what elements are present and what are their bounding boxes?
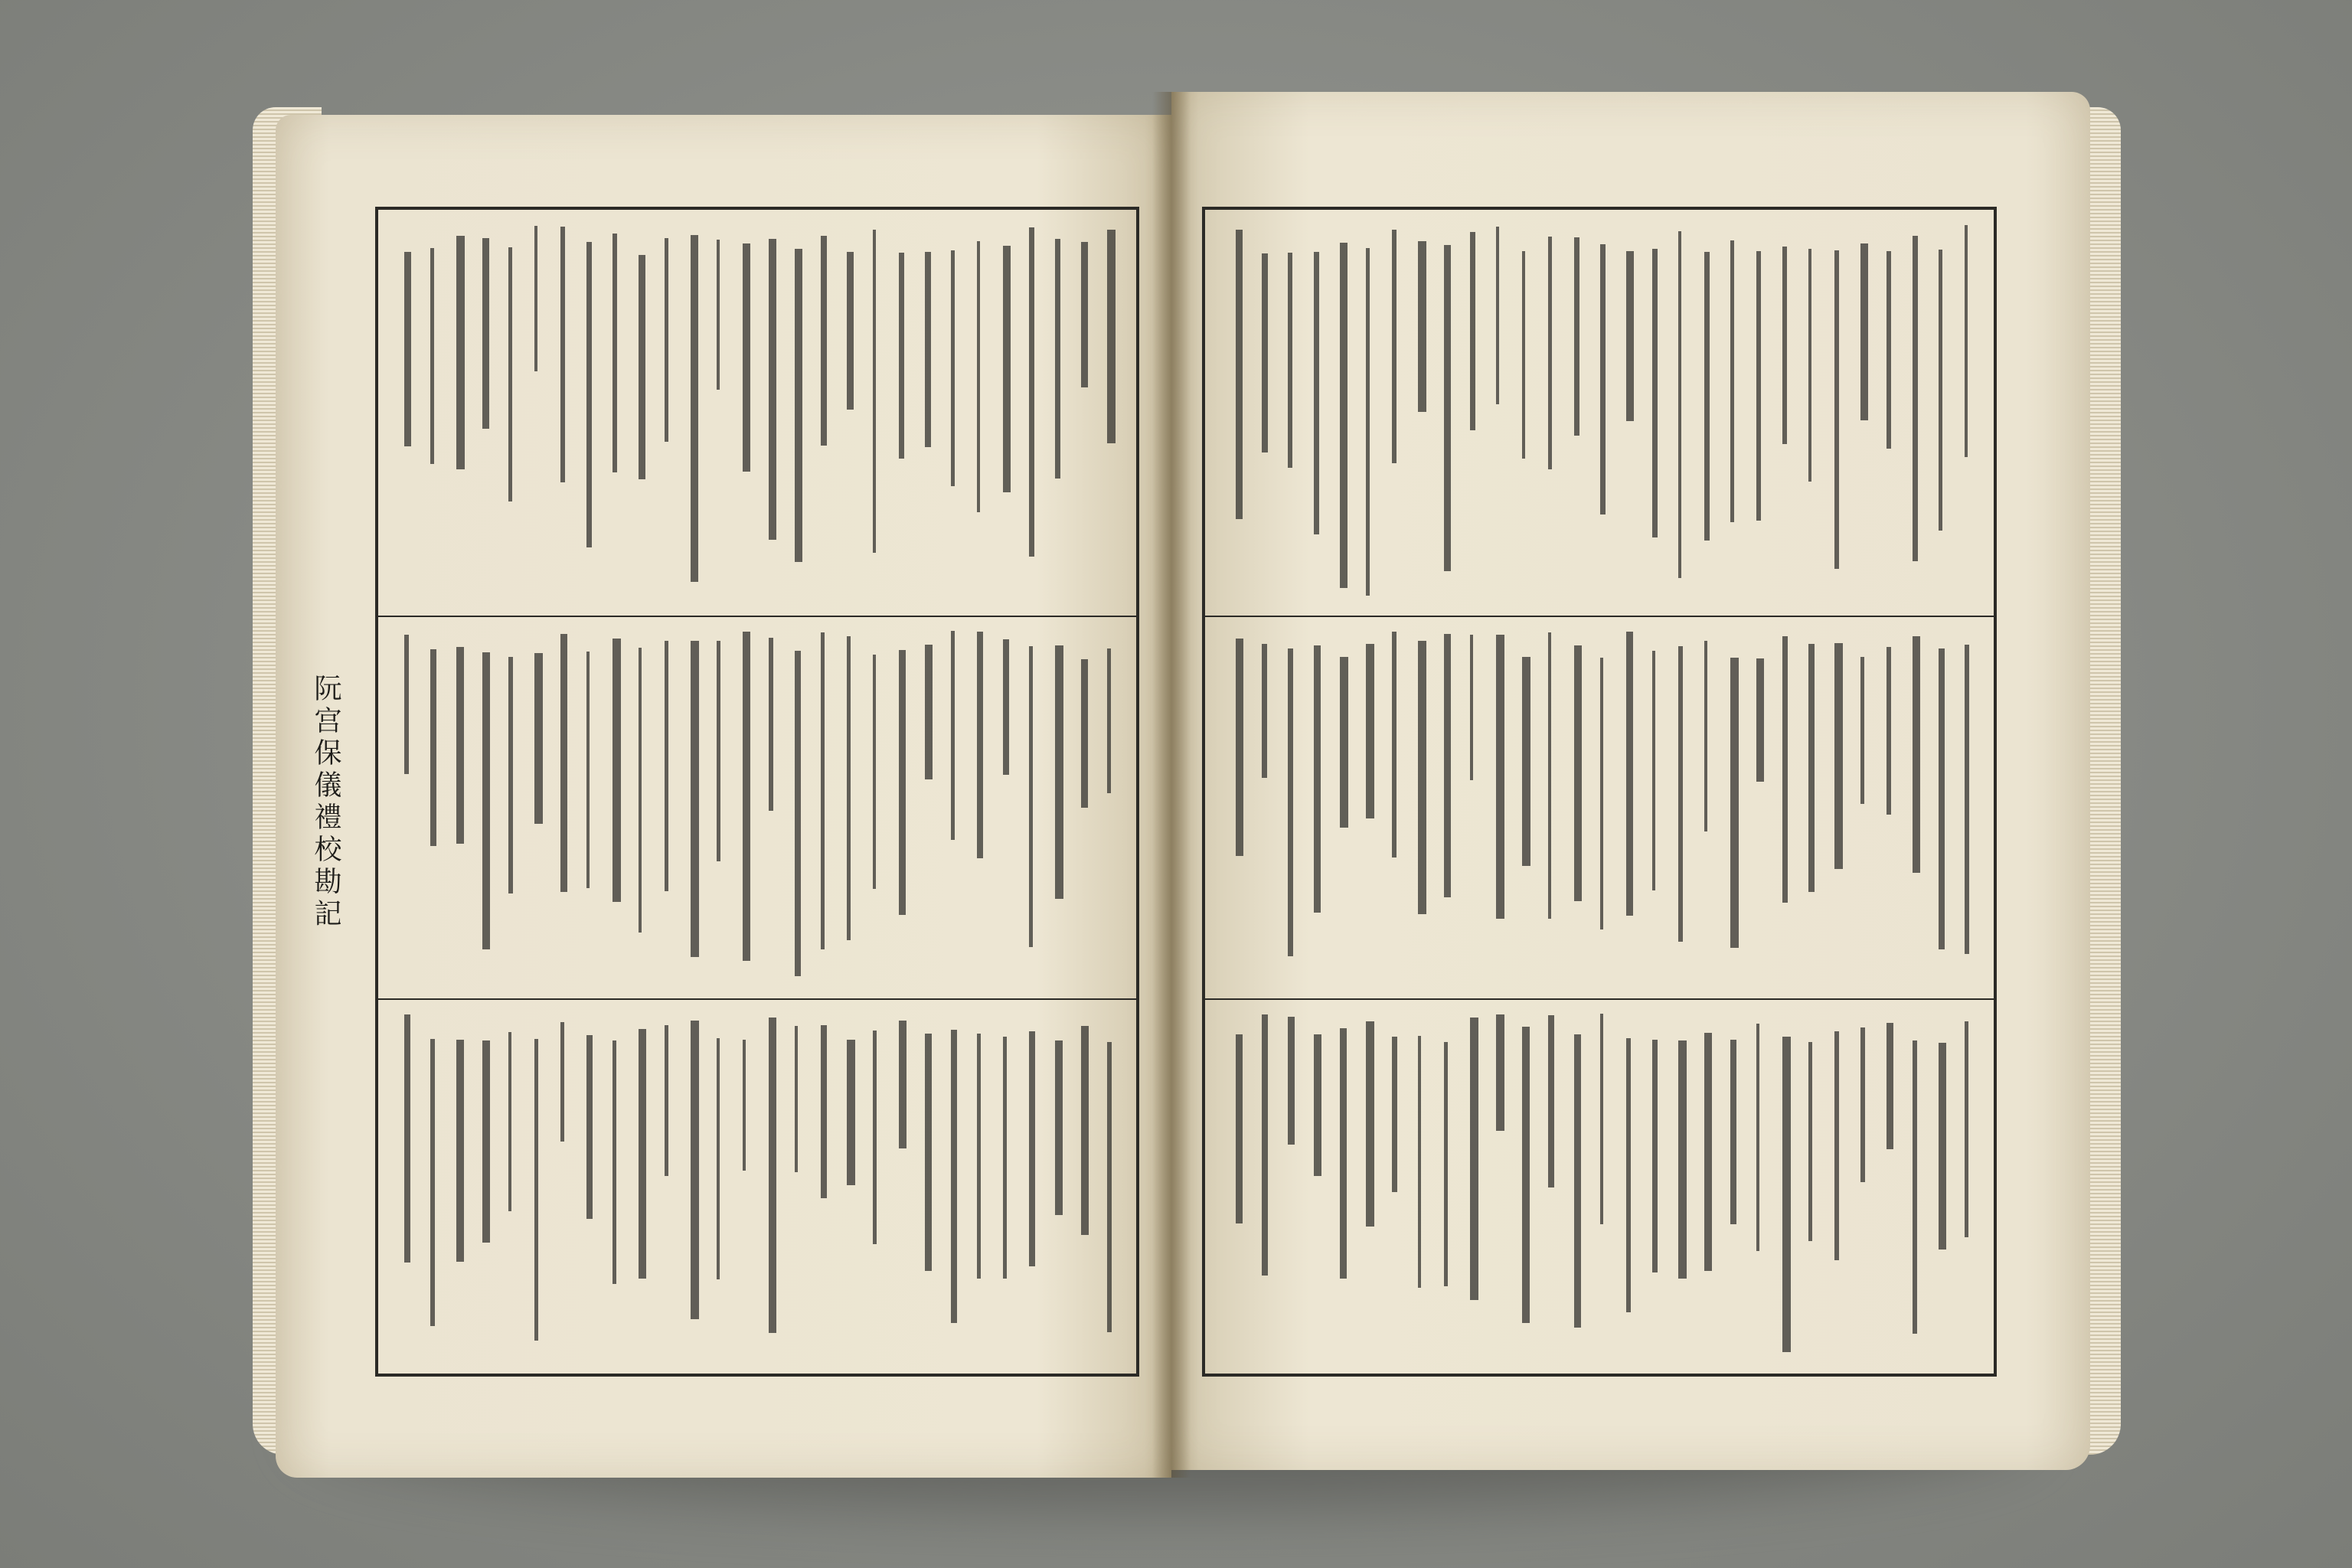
text-column: [1392, 632, 1396, 858]
text-column: [586, 242, 592, 547]
text-column: [1652, 1040, 1658, 1272]
text-column: [456, 1040, 464, 1262]
text-column: [925, 252, 931, 447]
text-column: [1886, 251, 1891, 449]
text-column: [1574, 237, 1579, 436]
text-column: [1886, 647, 1891, 815]
text-column: [1418, 241, 1426, 412]
text-column: [1574, 1034, 1581, 1328]
text-column: [456, 647, 464, 844]
text-column: [1548, 1015, 1554, 1187]
text-column: [1678, 1040, 1687, 1279]
text-column: [847, 636, 851, 940]
text-column: [769, 239, 776, 540]
text-column: [899, 650, 906, 915]
text-column: [560, 1022, 564, 1142]
text-column: [977, 1034, 981, 1279]
text-column: [1522, 251, 1525, 459]
text-column: [1236, 639, 1243, 856]
text-column: [1340, 657, 1348, 828]
text-column: [1107, 648, 1111, 793]
text-column: [1496, 635, 1504, 919]
text-column: [795, 1026, 798, 1172]
text-column: [1003, 639, 1009, 775]
text-column: [1418, 1036, 1421, 1288]
text-column: [1366, 248, 1370, 596]
text-column: [430, 248, 434, 464]
text-column: [873, 655, 876, 889]
text-column: [769, 638, 773, 811]
text-column: [1860, 657, 1864, 804]
text-column: [1470, 1018, 1478, 1300]
text-column: [1730, 1040, 1736, 1224]
text-column: [1678, 646, 1683, 942]
right-page: [1171, 92, 2090, 1470]
text-column: [1756, 1024, 1759, 1251]
text-column: [795, 249, 802, 562]
text-column: [1418, 641, 1426, 914]
text-column: [1340, 1028, 1347, 1279]
right-text-frame: [1202, 207, 1997, 1377]
left-footer-title: 阮宫保儀禮校勘記: [310, 674, 341, 931]
text-column: [1860, 243, 1868, 420]
text-column: [977, 241, 980, 512]
text-column: [482, 1040, 490, 1243]
text-column: [1366, 644, 1374, 818]
text-column: [404, 635, 409, 774]
text-column: [1236, 1034, 1243, 1223]
left-text-frame: [375, 207, 1139, 1377]
text-column: [743, 632, 750, 961]
text-column: [1782, 247, 1787, 444]
text-column: [430, 1039, 435, 1326]
text-column: [899, 1021, 906, 1148]
text-column: [1965, 645, 1969, 954]
text-column: [1704, 252, 1710, 541]
text-column: [508, 1032, 511, 1211]
text-column: [665, 641, 668, 891]
text-column: [1055, 645, 1063, 899]
text-column: [1600, 1014, 1603, 1224]
text-column: [586, 652, 590, 888]
text-column: [1003, 246, 1011, 492]
text-column: [1496, 1014, 1504, 1131]
text-column: [1029, 646, 1033, 947]
text-column: [1834, 250, 1839, 569]
text-column: [1003, 1037, 1007, 1279]
text-column: [951, 250, 955, 486]
text-column: [1522, 1027, 1530, 1323]
text-column: [665, 238, 668, 442]
text-column: [1392, 1037, 1397, 1192]
text-column: [1444, 245, 1451, 571]
text-column: [1107, 230, 1116, 443]
text-column: [717, 641, 720, 861]
text-column: [1314, 252, 1319, 534]
text-column: [1704, 1033, 1712, 1271]
text-column: [821, 1025, 827, 1198]
text-column: [951, 631, 955, 840]
text-column: [1262, 1014, 1268, 1276]
text-column: [795, 651, 801, 976]
text-column: [1029, 1031, 1035, 1266]
text-column: [560, 227, 565, 482]
text-column: [1055, 239, 1060, 479]
text-column: [1913, 1040, 1917, 1334]
text-column: [1444, 1042, 1448, 1286]
text-column: [534, 226, 537, 371]
text-column: [1808, 1042, 1812, 1241]
text-column: [1626, 251, 1634, 421]
text-column: [1834, 1031, 1839, 1260]
text-column: [1756, 251, 1761, 521]
text-column: [586, 1035, 593, 1219]
book-gutter: [1152, 92, 1191, 1478]
text-column: [1965, 1021, 1968, 1237]
text-column: [1107, 1042, 1112, 1332]
text-column: [1548, 237, 1552, 469]
text-column: [482, 652, 490, 949]
text-column: [1756, 658, 1764, 782]
text-column: [404, 252, 411, 446]
text-column: [873, 1031, 877, 1244]
text-column: [1081, 1026, 1089, 1235]
text-column: [847, 252, 854, 410]
text-column: [1860, 1027, 1865, 1182]
text-column: [665, 1025, 668, 1176]
text-column: [1262, 644, 1267, 778]
text-column: [899, 253, 904, 459]
text-column: [977, 632, 983, 858]
text-column: [404, 1014, 410, 1263]
text-column: [534, 653, 543, 824]
text-column: [1288, 253, 1292, 468]
text-column: [639, 1029, 646, 1279]
text-column: [1340, 243, 1348, 588]
text-column: [1808, 249, 1811, 482]
text-column: [1522, 657, 1530, 866]
text-column: [873, 230, 876, 553]
text-column: [1886, 1023, 1893, 1149]
text-column: [1652, 249, 1658, 537]
text-column: [821, 632, 825, 949]
text-column: [1366, 1021, 1374, 1227]
text-column: [1236, 230, 1243, 519]
text-column: [1730, 240, 1734, 522]
text-column: [743, 1040, 746, 1171]
text-column: [691, 641, 699, 957]
text-column: [1939, 648, 1945, 949]
text-column: [1834, 643, 1843, 869]
text-column: [1392, 230, 1396, 463]
text-column: [821, 236, 827, 446]
text-column: [639, 648, 642, 933]
text-column: [1939, 250, 1942, 531]
right-text-columns: [1214, 217, 1984, 1366]
text-column: [1314, 1034, 1321, 1176]
text-column: [612, 1040, 616, 1284]
text-column: [1314, 645, 1321, 913]
text-column: [1081, 242, 1088, 387]
text-column: [743, 243, 750, 472]
text-column: [769, 1018, 776, 1333]
left-page: [276, 115, 1171, 1478]
text-column: [1939, 1043, 1946, 1250]
text-column: [925, 645, 933, 779]
text-column: [1081, 659, 1088, 808]
text-column: [1965, 225, 1968, 457]
text-column: [717, 240, 720, 390]
text-column: [847, 1040, 855, 1185]
text-column: [482, 238, 489, 429]
text-column: [1288, 648, 1293, 956]
text-column: [951, 1030, 957, 1323]
text-column: [1470, 232, 1475, 430]
text-column: [612, 234, 617, 472]
text-column: [1626, 632, 1633, 916]
text-column: [1626, 1038, 1631, 1312]
text-column: [1652, 651, 1655, 890]
text-column: [1678, 231, 1681, 578]
text-column: [1574, 645, 1582, 901]
text-column: [1782, 636, 1788, 903]
text-column: [717, 1038, 720, 1279]
text-column: [508, 657, 513, 893]
text-column: [1730, 658, 1739, 948]
text-column: [691, 235, 698, 582]
text-column: [1808, 644, 1815, 892]
text-column: [1913, 236, 1918, 561]
text-column: [534, 1039, 538, 1341]
text-column: [1288, 1017, 1295, 1145]
text-column: [1029, 227, 1034, 557]
text-column: [430, 649, 436, 846]
text-column: [1262, 253, 1268, 452]
text-column: [1600, 658, 1603, 929]
text-column: [1548, 632, 1551, 919]
text-column: [612, 639, 621, 902]
text-column: [1704, 641, 1707, 831]
text-column: [1782, 1037, 1791, 1352]
left-text-columns: [387, 217, 1127, 1366]
text-column: [1496, 227, 1499, 404]
text-column: [1055, 1040, 1063, 1215]
text-column: [1600, 244, 1606, 514]
text-column: [925, 1034, 932, 1271]
text-column: [1444, 634, 1451, 897]
text-column: [1470, 635, 1473, 780]
text-column: [508, 247, 512, 501]
text-column: [456, 236, 465, 469]
text-column: [1913, 636, 1920, 873]
text-column: [560, 634, 567, 892]
text-column: [691, 1021, 699, 1319]
text-column: [639, 255, 645, 479]
